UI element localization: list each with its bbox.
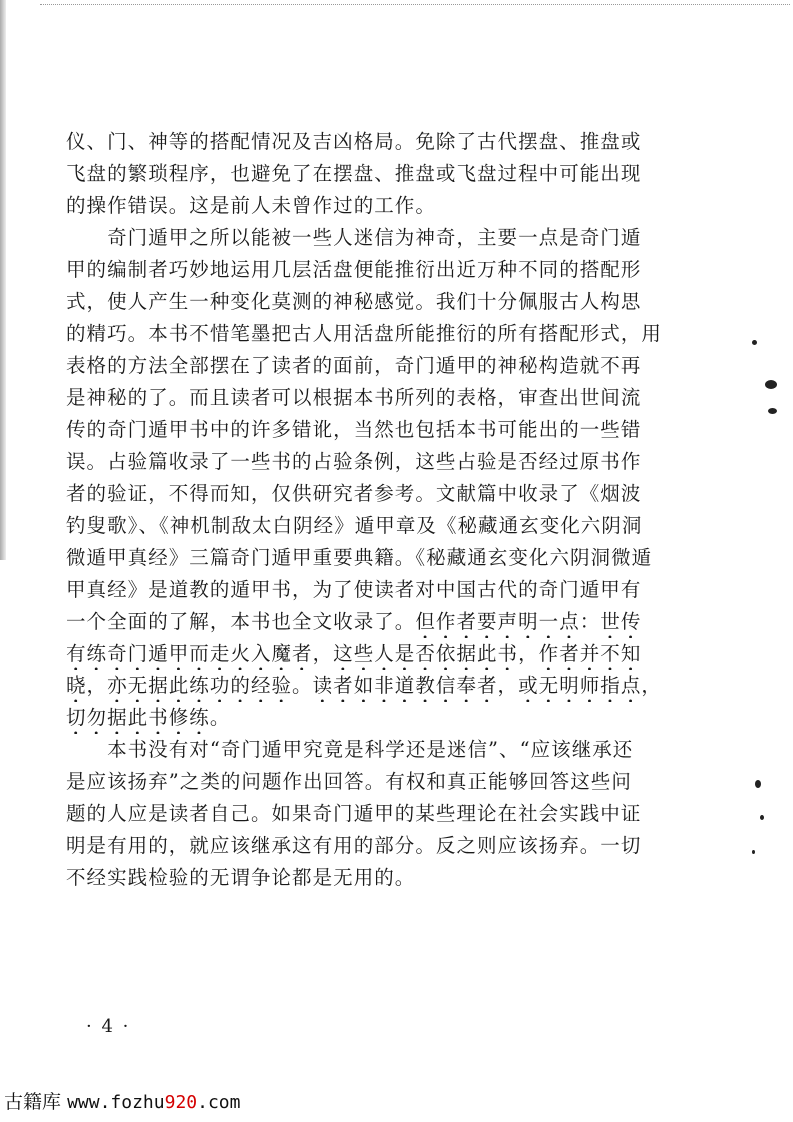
site-suffix: .com	[197, 1092, 241, 1113]
body-text	[66, 126, 666, 894]
footer-label: 古籍库	[4, 1091, 62, 1113]
scan-speck	[760, 815, 764, 820]
text-line: 微遁甲真经》三篇奇门遁甲重要典籍。《秘藏通玄变化六阴洞微遁	[66, 546, 653, 569]
text-line: 的精巧。本书不惜笔墨把古人用活盘所能推衍的所有搭配形式，用	[66, 322, 662, 345]
text-line: 题的人应是读者自己。如果奇门遁甲的某些理论在社会实践中证	[66, 802, 642, 825]
text-line: 本书没有对“奇门遁甲究竟是科学还是迷信”、“应该继承还	[66, 738, 634, 761]
text-line: 飞盘的繁琐程序，也避免了在摆盘、推盘或飞盘过程中可能出现	[66, 162, 642, 185]
text-line	[66, 670, 666, 702]
text-line: 仪、门、神等的搭配情况及吉凶格局。免除了古代摆盘、推盘或	[66, 130, 642, 153]
emphasized-warning: 切勿据此书修练。	[66, 706, 231, 729]
text-line: 是应该扬弃”之类的问题作出回答。有权和真正能够回答这些问	[66, 770, 632, 793]
page-number: · 4 ·	[86, 1016, 131, 1037]
text-line: 传的奇门遁甲书中的许多错讹，当然也包括本书可能出的一些错	[66, 418, 642, 441]
text-line: 钓叟歌》、《神机制敌太白阴经》遁甲章及《秘藏通玄变化六阴洞	[66, 514, 643, 537]
text-line: 明是有用的，就应该继承这有用的部分。反之则应该扬弃。一切	[66, 834, 642, 857]
text-line: 甲的编制者巧妙地运用几层活盘便能推衍出近万种不同的搭配形	[66, 258, 642, 281]
top-scan-edge	[40, 4, 790, 5]
scan-speck	[765, 380, 777, 389]
left-scan-shadow	[0, 0, 6, 560]
text-line	[66, 638, 666, 670]
emphasized-warning: 有练奇门遁甲而走火入魔者，这些人是否依据此书，作者并不知	[66, 642, 642, 665]
site-prefix: www.fozhu	[67, 1092, 165, 1113]
text-line	[66, 702, 666, 734]
text-line: 式，使人产生一种变化莫测的神秘感觉。我们十分佩服古人构思	[66, 290, 642, 313]
footer-site[interactable]	[67, 1092, 240, 1113]
text-line: 奇门遁甲之所以能被一些人迷信为神奇，主要一点是奇门遁	[66, 226, 642, 249]
watermark-footer	[4, 1087, 240, 1114]
scan-speck	[768, 408, 777, 414]
scan-speck	[755, 780, 761, 788]
emphasized-warning: 晓，亦无据此练功的经验。读者如非道教信奉者，或无明师指点，	[66, 674, 662, 697]
text-plain: 一个全面的了解，本书也全文收录了。	[66, 610, 416, 633]
text-line: 者的验证，不得而知，仅供研究者参考。文献篇中收录了《烟波	[66, 482, 642, 505]
text-line: 的操作错误。这是前人未曾作过的工作。	[66, 194, 436, 217]
text-line: 不经实践检验的无谓争论都是无用的。	[66, 866, 416, 889]
site-number: 920	[164, 1092, 198, 1113]
text-line: 甲真经》是道教的遁甲书，为了使读者对中国古代的奇门遁甲有	[66, 578, 642, 601]
text-line: 是神秘的了。而且读者可以根据本书所列的表格，审查出世间流	[66, 386, 642, 409]
scan-speck	[752, 850, 755, 854]
emphasized-warning: 但作者要声明一点：世传	[415, 610, 642, 633]
text-line: 误。占验篇收录了一些书的占验条例，这些占验是否经过原书作	[66, 450, 642, 473]
text-line	[66, 606, 666, 638]
scan-speck	[752, 340, 757, 345]
text-line: 表格的方法全部摆在了读者的面前，奇门遁甲的神秘构造就不再	[66, 354, 642, 377]
